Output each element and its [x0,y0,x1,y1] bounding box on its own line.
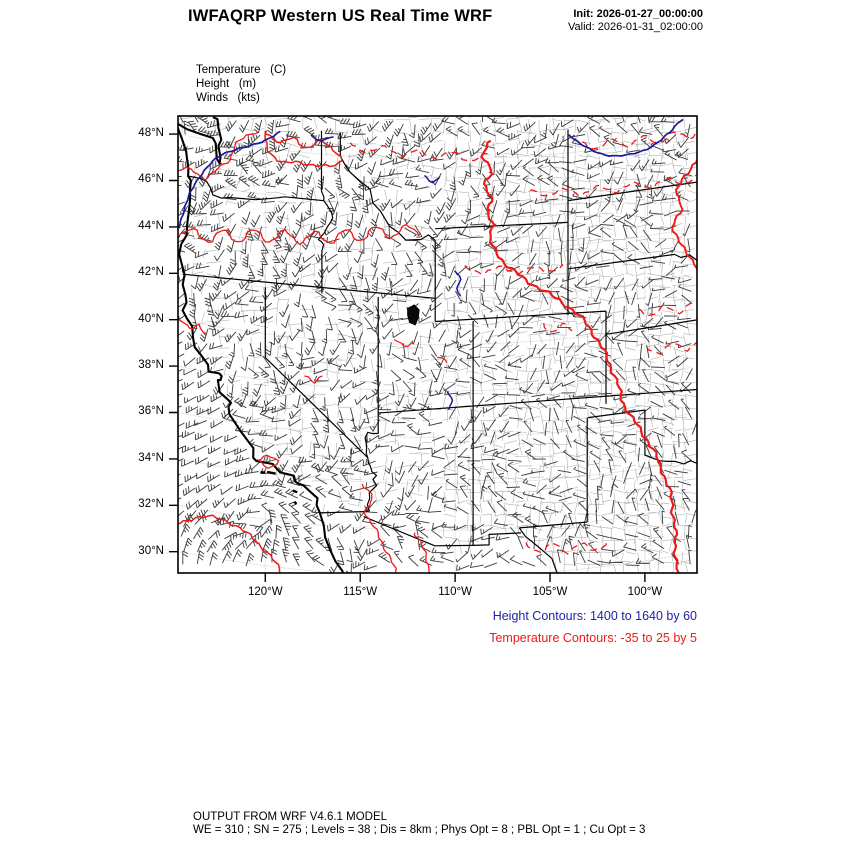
valid-timestamp: Valid: 2026-01-31_02:00:00 [568,21,703,33]
state-borders-layer [183,111,697,597]
legend-winds: Winds (kts) [196,92,260,104]
wind-barbs-layer [168,109,698,577]
lat-tick-label: 32°N [138,498,164,511]
height-contours-caption: Height Contours: 1400 to 1640 by 60 [492,609,697,623]
great-salt-lake [408,305,419,325]
model-config-line: WE = 310 ; SN = 275 ; Levels = 38 ; Dis = 8km ; Phys Opt = 8 ; PBL Opt = 1 ; Cu Opt = 3 [193,824,646,836]
lon-tick-label: 100°W [627,586,663,598]
legend-temperature: Temperature (C) [196,64,287,76]
lat-tick-label: 46°N [138,173,164,186]
lat-tick-label: 48°N [138,127,164,140]
lon-tick-label: 105°W [532,586,568,598]
page-title: IWFAQRP Western US Real Time WRF [188,7,493,25]
temperature-contours-caption: Temperature Contours: -35 to 25 by 5 [489,631,697,645]
lon-tick-label: 120°W [247,586,283,598]
lat-tick-label: 38°N [138,359,164,372]
lat-tick-label: 40°N [138,312,164,325]
lat-tick-label: 36°N [138,405,164,418]
county-lines-layer [179,114,702,577]
map-layers [168,109,702,607]
lat-tick-label: 34°N [138,451,164,464]
model-output-line: OUTPUT FROM WRF V4.6.1 MODEL [193,811,388,823]
lat-tick-label: 42°N [138,266,164,279]
lat-tick-label: 30°N [138,544,164,557]
init-timestamp: Init: 2026-01-27_00:00:00 [573,8,703,20]
lon-tick-label: 110°W [438,586,472,598]
lat-tick-label: 44°N [138,219,164,232]
graticule-layer [178,116,691,577]
legend-height: Height (m) [196,78,257,90]
lon-tick-label: 115°W [343,586,378,598]
